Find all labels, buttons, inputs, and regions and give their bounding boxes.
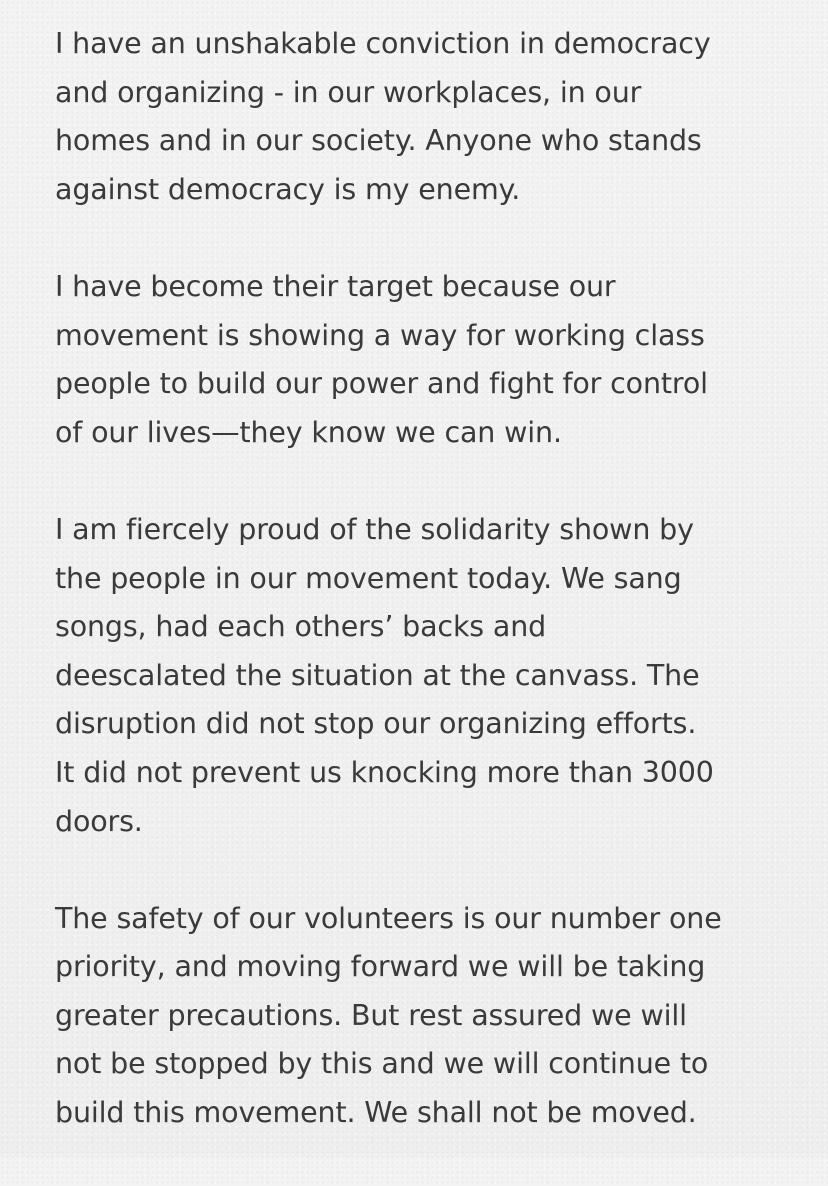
paragraph-safety — [55, 895, 795, 1138]
text-line: It did not prevent us knocking more than 3000 — [55, 755, 714, 789]
text-line: greater precautions. But rest assured we will — [55, 998, 687, 1032]
text-line: I am fiercely proud of the solidarity shown by — [55, 512, 694, 546]
text-line: I have become their target because our — [55, 269, 616, 303]
text-line: deescalated the situation at the canvass. The — [55, 658, 700, 692]
text-line: songs, had each others’ backs and — [55, 610, 547, 644]
text-line: homes and in our society. Anyone who stands — [55, 124, 702, 158]
paragraph-democracy — [55, 20, 795, 214]
text-line: doors. — [55, 804, 143, 838]
text-line: priority, and moving forward we will be taking — [55, 950, 706, 984]
text-line: I have an unshakable conviction in democracy — [55, 27, 711, 60]
text-line: disruption did not stop our organizing efforts. — [55, 707, 697, 741]
paragraph-solidarity — [55, 506, 795, 846]
text-line: movement is showing a way for working class — [55, 318, 705, 352]
text-line: and organizing - in our workplaces, in our — [55, 75, 642, 109]
text-line: the people in our movement today. We sang — [55, 561, 682, 595]
text-line: build this movement. We shall not be moved. — [55, 1096, 697, 1130]
text-line: of our lives—they know we can win. — [55, 415, 562, 449]
note-body — [55, 20, 795, 1186]
text-line: people to build our power and fight for control — [55, 367, 708, 401]
text-line: The safety of our volunteers is our number one — [55, 901, 722, 935]
text-line: not be stopped by this and we will continue to — [55, 1047, 709, 1081]
text-line: against democracy is my enemy. — [55, 172, 521, 206]
paragraph-target — [55, 263, 795, 457]
